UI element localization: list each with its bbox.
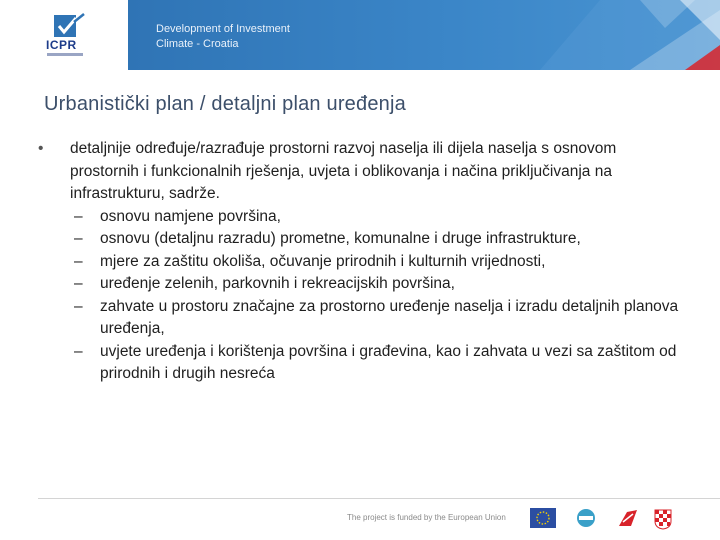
croatia-coat-of-arms-icon [654,508,672,530]
funding-text: The project is funded by the European Union [347,513,506,522]
sub-list-item [38,206,688,229]
bullet-marker: • [38,140,44,157]
dash-marker: – [74,207,83,225]
logo-checkmark-icon [50,13,86,39]
ministry-logo-icon [617,508,639,528]
slide-title: Urbanistički plan / detaljni plan uređenja [44,93,406,115]
banner-title [156,22,290,52]
dash-marker: – [74,230,83,247]
sub-item-text: uvjete uređenja i korištenja površina i građevina, kao i zahvata u vezi sa zaštitom od prirodnih i drugih nesreća [100,342,677,382]
eu-flag-icon [530,508,556,528]
sub-item-text: zahvate u prostoru značajne za prostorno uređenje naselja i izradu detaljnih planova uređenja, [100,297,679,337]
sub-item-text: osnovu (detaljnu razradu) prometne, komunalne i druge infrastrukture, [100,230,581,247]
dash-marker: – [74,275,83,292]
list-item [38,138,688,206]
dash-marker: – [74,252,83,270]
bullet-text: detaljnije određuje/razrađuje prostorni razvoj naselja ili dijela naselja s osnovom prostornih i funkcionalnih rješenja, uvjeta i oblikovanja i načina priključivanja na infrastrukturu, sadrže. [70,140,617,202]
logo-text: ICPR [46,38,77,52]
header-banner [128,0,720,70]
sub-list-item [38,251,688,274]
sub-item-text: osnovu namjene površina, [100,207,281,225]
icpr-logo [0,0,128,70]
banner-line-2: Climate - Croatia [156,38,239,50]
sub-list-item [38,273,688,296]
sub-item-text: mjere za zaštitu okoliša, očuvanje prirodnih i kulturnih vrijednosti, [100,252,546,270]
logo-underline [47,53,83,56]
banner-decoration [480,0,720,70]
banner-line-1: Development of Investment [156,23,290,35]
footer-divider [38,498,720,499]
sub-list-item [38,341,688,386]
header [0,0,720,70]
sub-list-item [38,228,688,251]
dash-marker: – [74,342,83,360]
dash-marker: – [74,297,83,315]
sub-item-text: uređenje zelenih, parkovnih i rekreacijskih površina, [100,275,455,292]
sub-list-item [38,296,688,341]
partner-logo-icon [575,508,597,528]
content-list [38,138,688,386]
